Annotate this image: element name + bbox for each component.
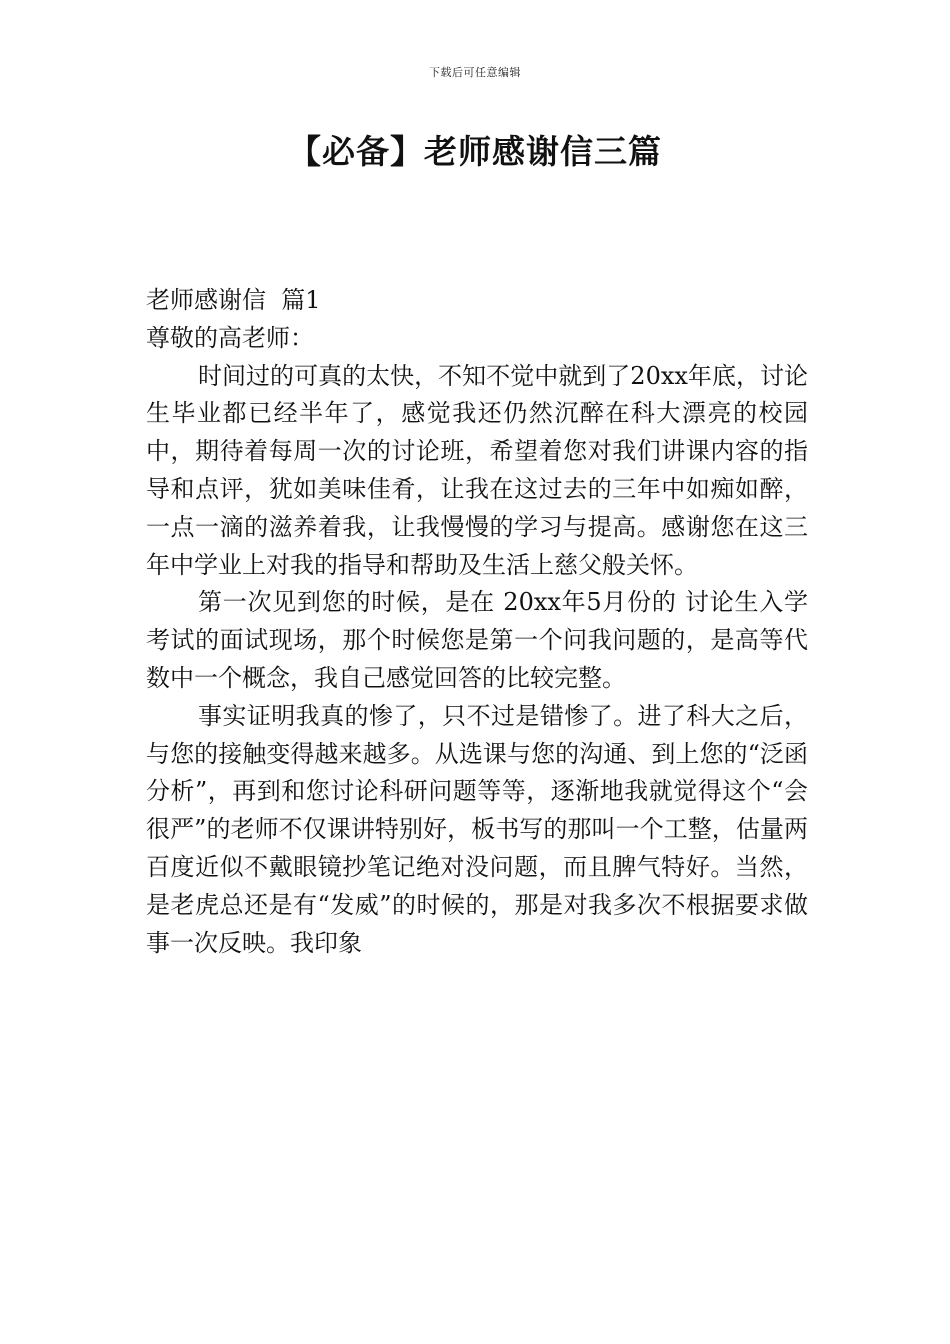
header-note: 下载后可任意编辑 xyxy=(429,66,521,79)
salutation: 尊敬的高老师： xyxy=(146,323,314,352)
document-body xyxy=(146,282,808,962)
document-title: 【必备】老师感谢信三篇 xyxy=(288,132,662,171)
section-heading: 老师感谢信 篇1 xyxy=(146,286,321,314)
paragraph-3: 事实证明我真的惨了，只不过是错惨了。进了科大之后，与您的接触变得越来越多。从选课与您的沟通、到上您的“泛函分析”，再到和您讨论科研问题等等，逐渐地我就觉得这个“会很严”的老师不仅课讲特别好，板书写的那叫一个工整，估量两百度近似不戴眼镜抄笔记绝对没问题，而且脾气特好。当然，是老虎总还是有“发威”的时候的，那是对我多次不根据要求做事一次反映。我印象 xyxy=(146,701,808,957)
paragraph-2: 第一次见到您的时候，是在 20xx年5月份的 讨论生入学考试的面试现场，那个时候您是第一个问我问题的，是高等代数中一个概念，我自己感觉回答的比较完整。 xyxy=(146,588,808,692)
paragraph-1: 时间过的可真的太快，不知不觉中就到了20xx年底，讨论生毕业都已经半年了，感觉我还仍然沉醉在科大漂亮的校园中，期待着每周一次的讨论班，希望着您对我们讲课内容的指导和点评，犹如美味佳肴，让我在这过去的三年中如痴如醉，一点一滴的滋养着我，让我慢慢的学习与提高。感谢您在这三年中学业上对我的指导和帮助及生活上慈父般关怀。 xyxy=(146,361,808,579)
